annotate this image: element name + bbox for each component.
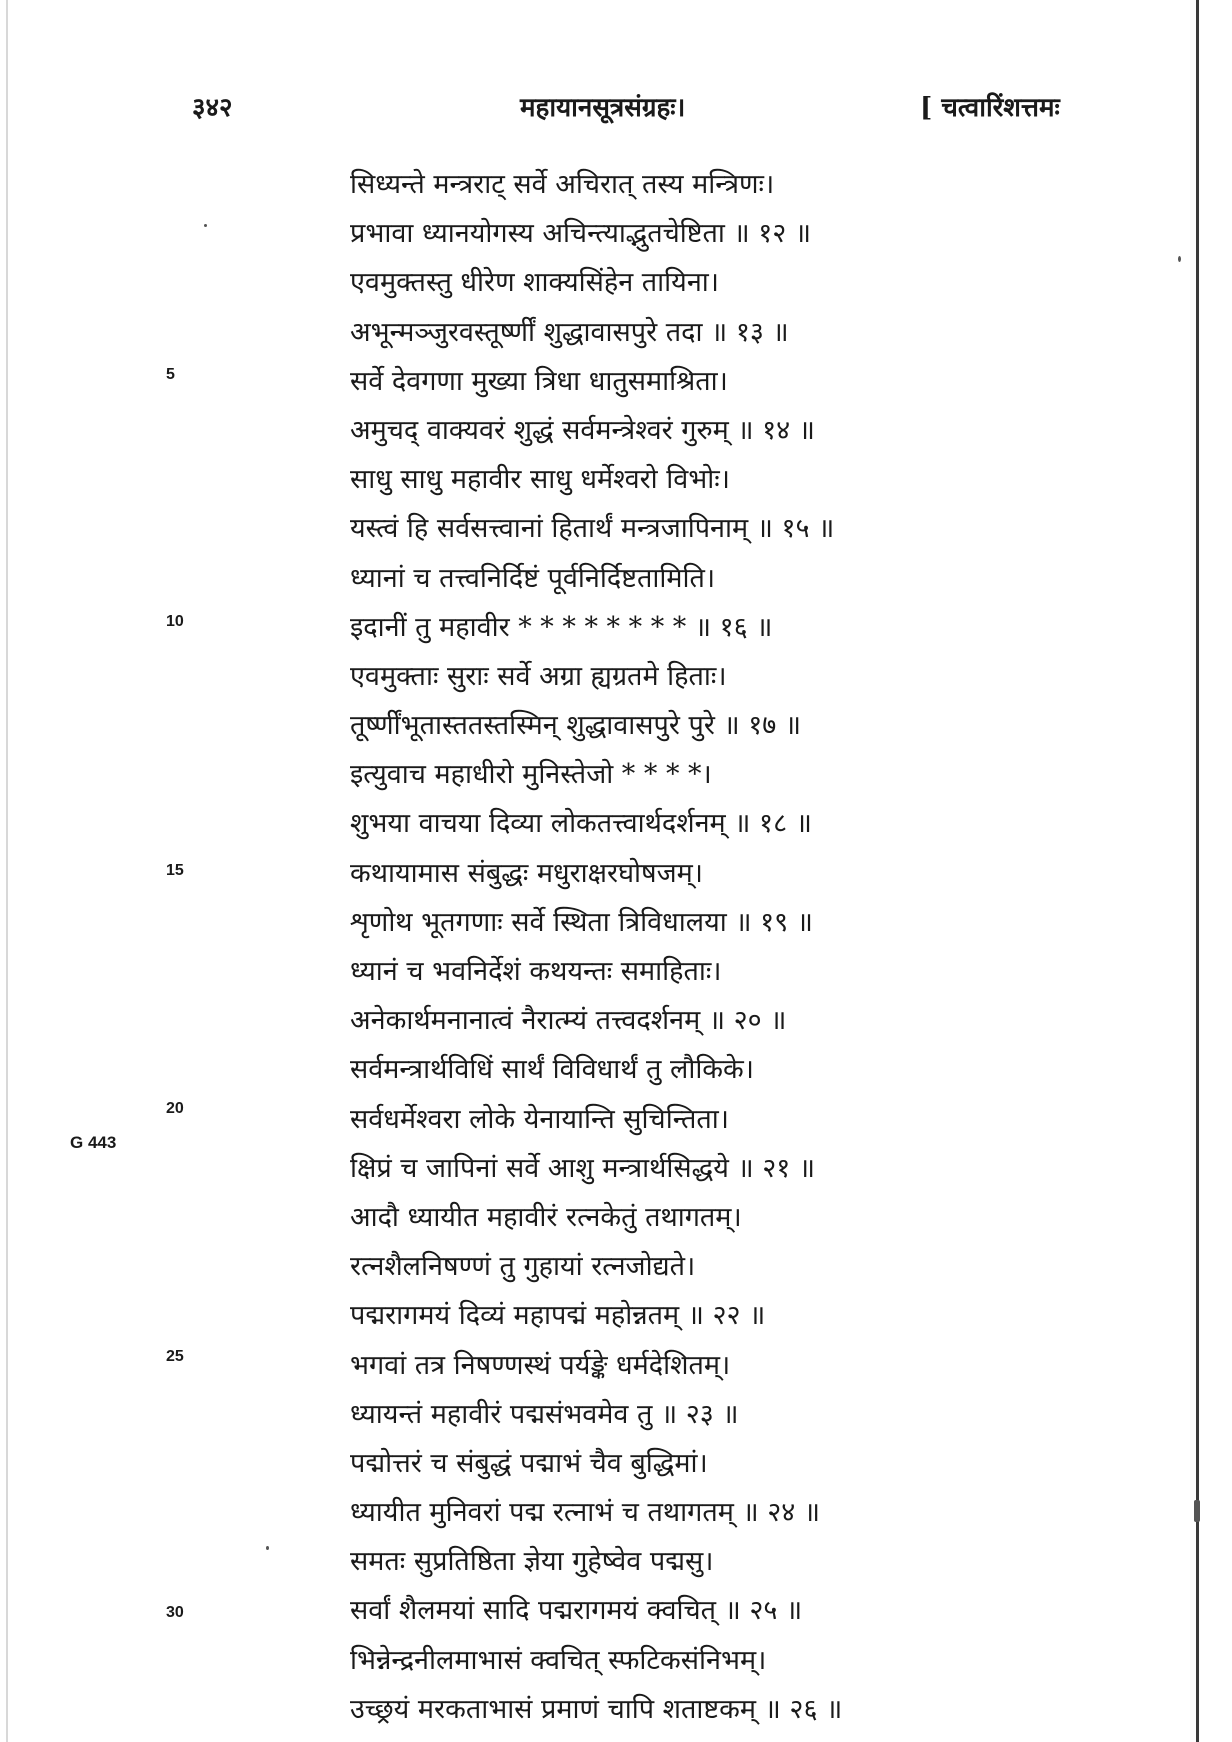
page-edge-left [6,0,8,1742]
verse-line: सर्वे देवगणा मुख्या त्रिधा धातुसमाश्रिता। [350,365,728,397]
line-number-25: 25 [166,1348,184,1365]
verse-line: सर्वधर्मेश्वरा लोके येनायान्ति सुचिन्तिता। [350,1103,730,1135]
page-number: ३४२ [192,93,233,123]
verse-line: रत्नशैलनिषण्णं तु गुहायां रत्नजोद्यते। [350,1251,696,1283]
verse-line: एवमुक्ताः सुराः सर्वे अग्रा ह्यग्रतमे हिताः। [350,660,727,692]
verse-line: साधु साधु महावीर साधु धर्मेश्वरो विभोः। [350,464,730,496]
line-number-30: 30 [166,1604,184,1621]
verse-line: सर्वां शैलमयां सादि पद्मरागमयं क्वचित् ॥ २५ ॥ [350,1595,803,1627]
verse-line: ध्यायीत मुनिवरां पद्म रत्नाभं च तथागतम् ॥ २४ ॥ [350,1497,821,1529]
verse-line: ध्यानां च तत्त्वनिर्दिष्टं पूर्वनिर्दिष्टतामिति। [350,562,716,594]
verse-line: शुभया वाचया दिव्या लोकतत्त्वार्थदर्शनम् ॥ १८ ॥ [350,808,812,840]
scan-speck [266,1546,269,1550]
line-number-20: 20 [166,1100,184,1117]
line-number-15: 15 [166,862,184,879]
scan-mark [1194,1500,1200,1522]
verse-line: क्षिप्रं च जापिनां सर्वे आशु मन्त्रार्थसिद्धये ॥ २१ ॥ [350,1152,816,1184]
line-number-5: 5 [166,366,175,383]
verse-line: अमुचद् वाक्यवरं शुद्धं सर्वमन्त्रेश्वरं गुरुम् ॥ १४ ॥ [350,414,815,446]
page-edge-right [1196,0,1199,1742]
verse-line: पद्मोत्तरं च संबुद्धं पद्माभं चैव बुद्धिमां। [350,1447,708,1479]
verse-line: शृणोथ भूतगणाः सर्वे स्थिता त्रिविधालया ॥ १९ ॥ [350,906,813,938]
verse-line: ध्यायन्तं महावीरं पद्मसंभवमेव तु ॥ २३ ॥ [350,1398,739,1430]
verse-line: इदानीं तु महावीर * * * * * * * * ॥ १६ ॥ [350,611,773,643]
verse-line: भिन्नेन्द्रनीलमाभासं क्वचित् स्फटिकसंनिभम्। [350,1644,767,1676]
verse-line: अनेकार्थमनानात्वं नैरात्म्यं तत्त्वदर्शनम् ॥ २० ॥ [350,1005,787,1037]
scan-speck [1178,256,1181,262]
verse-text [350,160,1170,1734]
running-title: महायानसूत्रसंग्रहः। [520,93,686,123]
verse-line: उच्छ्रयं मरकताभासं प्रमाणं चापि शताष्टकम् ॥ २६ ॥ [350,1693,843,1725]
section-title: [ चत्वारिंशत्तमः [920,93,1060,123]
verse-line: अभून्मञ्जुरवस्तूर्ष्णीं शुद्धावासपुरे तदा ॥ १३ ॥ [350,316,789,348]
verse-line: सिध्यन्ते मन्त्रराट् सर्वे अचिरात् तस्य मन्त्रिणः। [350,169,775,200]
verse-line: पद्मरागमयं दिव्यं महापद्मं महोन्नतम् ॥ २२ ॥ [350,1300,766,1332]
verse-line: भगवां तत्र निषण्णस्थं पर्यङ्के धर्मदेशितम्। [350,1349,731,1381]
verse-line: कथायामास संबुद्धः मधुराक्षरघोषजम्। [350,857,704,889]
line-number-10: 10 [166,613,184,630]
scan-speck [204,224,207,227]
verse-line: तूर्ष्णींभूतास्ततस्तस्मिन् शुद्धावासपुरे पुरे ॥ १७ ॥ [350,710,802,742]
verse-line: यस्त्वं हि सर्वसत्त्वानां हितार्थं मन्त्रजापिनाम् ॥ १५ ॥ [350,513,835,545]
verse-line: एवमुक्तस्तु धीरेण शाक्यसिंहेन तायिना। [350,267,720,299]
verse-line: आदौ ध्यायीत महावीरं रत्नकेतुं तथागतम्। [350,1201,742,1233]
verse-line: ध्यानं च भवनिर्देशं कथयन्तः समाहिताः। [350,956,722,987]
verse-line: प्रभावा ध्यानयोगस्य अचिन्त्याद्भुतचेष्टिता ॥ १२ ॥ [350,218,812,250]
page-header [0,88,1232,128]
verse-line: सर्वमन्त्रार्थविधिं सार्थं विविधार्थं तु लौकिके। [350,1054,755,1086]
margin-reference: G 443 [70,1133,117,1152]
verse-line: समतः सुप्रतिष्ठिता ज्ञेया गुहेष्वेव पद्मसु। [350,1546,714,1578]
verse-line: इत्युवाच महाधीरो मुनिस्तेजो * * * *। [350,759,712,791]
